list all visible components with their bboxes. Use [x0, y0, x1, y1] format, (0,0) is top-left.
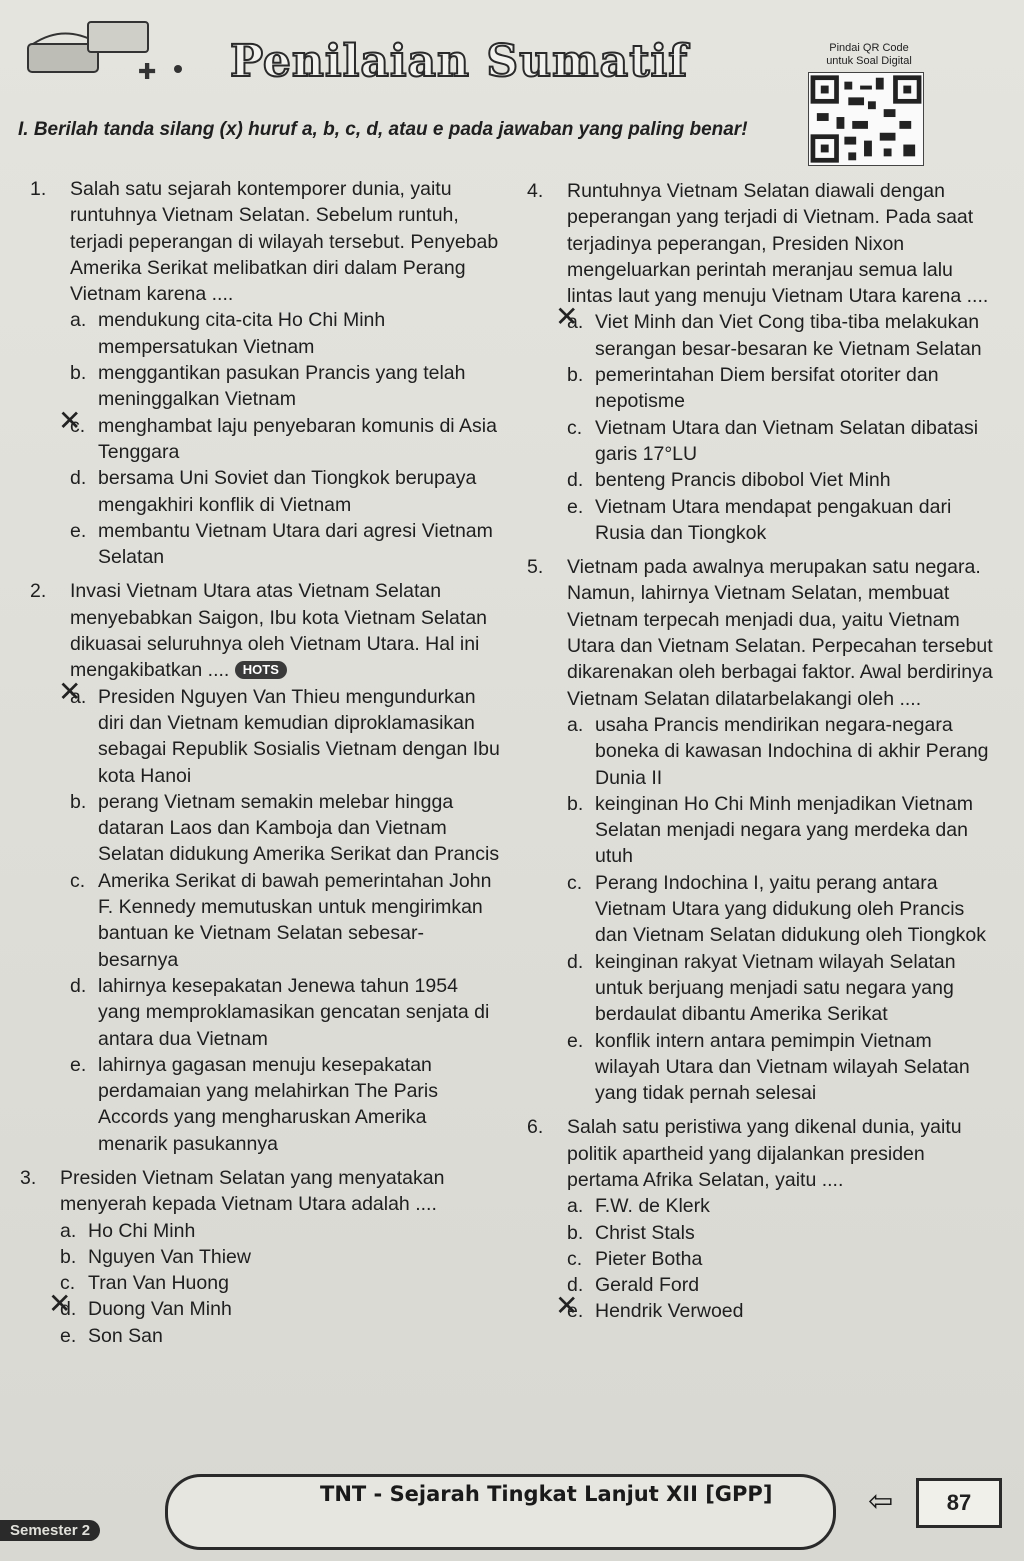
- option-5c[interactable]: c. Perang Indochina I, yaitu perang antara Vietnam Utara yang didukung oleh Prancis dan Vietnam Selatan didukung oleh Tiongkok: [567, 871, 987, 947]
- option-4a-marked[interactable]: a. ✕ Viet Minh dan Viet Cong tiba-tiba melakukan serangan besar-besaran ke Vietnam Selatan: [567, 309, 997, 362]
- option-2d[interactable]: d. lahirnya kesepakatan Jenewa tahun 1954 yang memproklamasikan gencatan senjata di antara dua Vietnam: [70, 974, 490, 1050]
- qr-code-icon[interactable]: [808, 72, 924, 166]
- question-text: Vietnam pada awalnya merupakan satu negara. Namun, lahirnya Vietnam Selatan, membuat Vietnam terpecah menjadi dua, yaitu Vietnam Utara dan Vietnam Selatan. Perpecahan tersebut dikarenakan oleh berbagai faktor. Awal berdirinya Vietnam Selatan dilatarbelakangi oleh ....: [567, 556, 993, 710]
- question-5: [527, 554, 997, 1106]
- option-5e[interactable]: e. konflik intern antara pemimpin Vietnam wilayah Utara dan Vietnam wilayah Selatan yang tidak pernah selesai: [567, 1029, 970, 1105]
- qr-code-box: [808, 42, 930, 171]
- option-5d[interactable]: d. keinginan rakyat Vietnam wilayah Selatan untuk berjuang menjadi satu negara yang berdaulat dibantu Amerika Serikat: [567, 950, 956, 1026]
- semester-label: Semester 2: [0, 1520, 100, 1541]
- question-1: [30, 176, 500, 570]
- option-1b[interactable]: b. menggantikan pasukan Prancis yang telah meninggalkan Vietnam: [70, 362, 466, 411]
- left-column: [20, 176, 500, 1357]
- arrow-left-icon: ⇦: [868, 1485, 894, 1518]
- option-5a[interactable]: a. usaha Prancis mendirikan negara-negara boneka di kawasan Indochina di akhir Perang Dunia II: [567, 713, 989, 789]
- svg-text:✚: ✚: [138, 59, 157, 84]
- hots-badge: HOTS: [235, 661, 287, 679]
- option-3b[interactable]: b. Nguyen Van Thiew: [60, 1245, 251, 1268]
- option-1e[interactable]: e. membantu Vietnam Utara dari agresi Vietnam Selatan: [70, 519, 493, 569]
- option-4b[interactable]: b. pemerintahan Diem bersifat otoriter dan nepotisme: [567, 364, 939, 413]
- option-3a[interactable]: a. Ho Chi Minh: [60, 1219, 196, 1242]
- option-3c[interactable]: c. Tran Van Huong: [60, 1272, 229, 1295]
- page-footer: [0, 1460, 1024, 1561]
- option-6b[interactable]: b. Christ Stals: [567, 1221, 695, 1244]
- question-text: Salah satu peristiwa yang dikenal dunia, yaitu politik apartheid yang dijalankan presiden pertama Afrika Selatan, yaitu ....: [567, 1116, 962, 1191]
- books-illustration-icon: [18, 14, 218, 84]
- question-number: 6.: [527, 1116, 544, 1139]
- question-text: Presiden Vietnam Selatan yang menyatakan menyerah kepada Vietnam Utara adalah ....: [60, 1166, 445, 1216]
- option-4d[interactable]: d. benteng Prancis dibobol Viet Minh: [567, 469, 891, 492]
- question-text: Runtuhnya Vietnam Selatan diawali dengan peperangan yang terjadi di Vietnam. Pada saat terjadinya peperangan, Presiden Nixon mengeluarkan perintah meranjau semua lalu lintas laut yang menuju Vietnam Utara karena ....: [567, 180, 989, 308]
- question-number: 2.: [30, 580, 47, 603]
- question-2: [30, 578, 500, 1157]
- option-2a-marked[interactable]: a. ✕ Presiden Nguyen Van Thieu mengundurkan diri dan Vietnam kemudian diproklamasikan sebagai Republik Sosialis Vietnam dengan Ibu kota Hanoi: [70, 684, 500, 789]
- page-number: 87: [916, 1478, 1002, 1528]
- option-6d[interactable]: d. Gerald Ford: [567, 1274, 700, 1297]
- instruction-text: I. Berilah tanda silang (x) huruf a, b, c, d, atau e pada jawaban yang paling benar!: [18, 119, 748, 140]
- question-text: Salah satu sejarah kontemporer dunia, yaitu runtuhnya Vietnam Selatan. Sebelum runtuh, terjadi peperangan di wilayah tersebut. Penyebab Amerika Serikat melibatkan diri dalam Perang Vietnam karena ....: [70, 178, 499, 306]
- option-6c[interactable]: c. Pieter Botha: [567, 1247, 703, 1270]
- right-column: [527, 178, 997, 1333]
- book-title: TNT - Sejarah Tingkat Lanjut XII [GPP]: [320, 1482, 773, 1506]
- option-2c[interactable]: c. Amerika Serikat di bawah pemerintahan John F. Kennedy memutuskan untuk mengirimkan bantuan ke Vietnam Selatan sebesar-besarnya: [70, 869, 492, 971]
- option-5b[interactable]: b. keinginan Ho Chi Minh menjadikan Vietnam Selatan menjadi negara yang merdeka dan utuh: [567, 792, 973, 868]
- option-2e[interactable]: e. lahirnya gagasan menuju kesepakatan perdamaian yang melahirkan The Paris Accords yang mengharuskan Amerika menarik pasukannya: [70, 1053, 438, 1155]
- question-text: Invasi Vietnam Utara atas Vietnam Selatan menyebabkan Saigon, Ibu kota Vietnam Selatan dikuasai seluruhnya oleh Vietnam Utara. Hal ini mengakibatkan .... HOTS: [70, 580, 488, 682]
- option-6a[interactable]: a. F.W. de Klerk: [567, 1195, 710, 1218]
- option-4c[interactable]: c. Vietnam Utara dan Vietnam Selatan dibatasi garis 17°LU: [567, 416, 979, 465]
- qr-label-line-2: untuk Soal Digital: [826, 55, 912, 67]
- option-3d-marked[interactable]: d. ✕ Duong Van Minh: [60, 1296, 500, 1322]
- option-2b[interactable]: b. perang Vietnam semakin melebar hingga dataran Laos dan Kamboja dan Vietnam Selatan didukung Amerika Serikat dan Prancis: [70, 790, 500, 866]
- question-3: [20, 1165, 500, 1349]
- question-6: [527, 1114, 997, 1324]
- question-4: [527, 178, 997, 546]
- question-number: 4.: [527, 180, 544, 202]
- option-4e[interactable]: e. Vietnam Utara mendapat pengakuan dari Rusia dan Tiongkok: [567, 495, 952, 544]
- question-number: 5.: [527, 556, 544, 579]
- option-6e-marked[interactable]: e. ✕ Hendrik Verwoed: [567, 1298, 997, 1324]
- option-1d[interactable]: d. bersama Uni Soviet dan Tiongkok berupaya mengakhiri konflik di Vietnam: [70, 467, 477, 516]
- question-number: 1.: [30, 178, 47, 200]
- question-number: 3.: [20, 1166, 37, 1189]
- page-title: Penilaian Sumatif: [230, 36, 689, 87]
- option-3e[interactable]: e. Son San: [60, 1324, 163, 1347]
- option-1c-marked[interactable]: c. ✕ menghambat laju penyebaran komunis di Asia Tenggara: [70, 413, 500, 466]
- option-1a[interactable]: a. mendukung cita-cita Ho Chi Minh mempersatukan Vietnam: [70, 309, 386, 358]
- qr-label-line-1: Pindai QR Code: [829, 42, 909, 54]
